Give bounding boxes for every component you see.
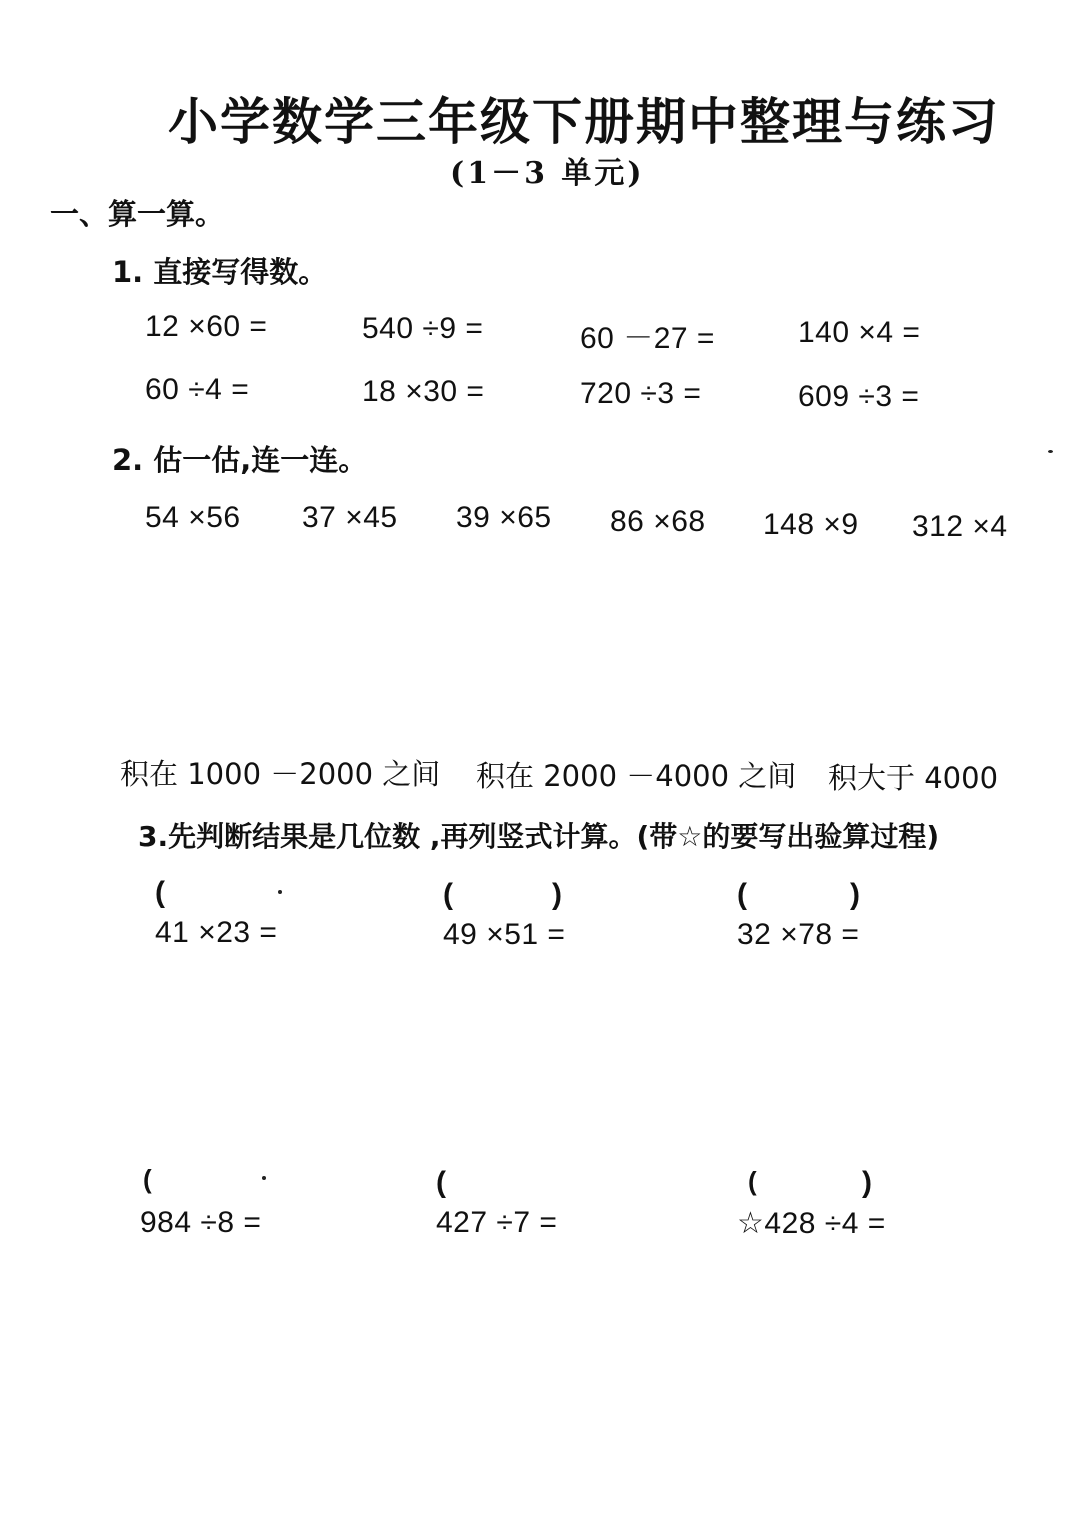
answer-paren-open: ( xyxy=(748,1166,757,1196)
q2-heading: 2. 估一估,连一连。 xyxy=(112,443,368,477)
q3-item: 41 ×23 = xyxy=(155,916,278,949)
scan-dot xyxy=(278,890,282,894)
q1-item: 60 －27 = xyxy=(580,322,715,355)
answer-paren-open: ( xyxy=(436,1166,446,1199)
q1-item: 540 ÷9 = xyxy=(362,312,484,345)
answer-paren-open: ( xyxy=(443,878,453,911)
answer-paren-close: ) xyxy=(850,878,860,911)
scan-dot xyxy=(262,1176,266,1180)
q1-item: 60 ÷4 = xyxy=(145,373,250,406)
page-subtitle: (1－3 单元) xyxy=(450,156,645,191)
section-heading: 一、算一算。 xyxy=(50,197,225,231)
answer-paren-open: ( xyxy=(143,1164,152,1194)
scan-mark xyxy=(1048,450,1053,453)
answer-paren-open: ( xyxy=(737,878,747,911)
answer-paren-open: ( xyxy=(155,876,165,909)
answer-paren-close: ) xyxy=(862,1166,872,1199)
q3-item: ☆428 ÷4 = xyxy=(737,1207,886,1240)
q2-range: 积大于 4000 xyxy=(828,761,999,795)
q1-item: 609 ÷3 = xyxy=(798,380,920,413)
q3-item: 427 ÷7 = xyxy=(436,1206,558,1239)
page-title: 小学数学三年级下册期中整理与练习 xyxy=(168,93,1000,151)
q1-item: 18 ×30 = xyxy=(362,375,485,408)
q2-expression: 39 ×65 xyxy=(456,501,552,534)
q2-expression: 54 ×56 xyxy=(145,501,241,534)
q1-item: 12 ×60 = xyxy=(145,310,268,343)
answer-paren-close: ) xyxy=(552,878,562,911)
q2-expression: 312 ×4 xyxy=(912,510,1008,543)
q3-item: 49 ×51 = xyxy=(443,918,566,951)
q3-heading: 3.先判断结果是几位数 ,再列竖式计算。(带☆的要写出验算过程) xyxy=(138,820,940,853)
q1-item: 720 ÷3 = xyxy=(580,377,702,410)
q2-range: 积在 2000 －4000 之间 xyxy=(476,759,797,793)
q2-expression: 37 ×45 xyxy=(302,501,398,534)
q2-expression: 148 ×9 xyxy=(763,508,859,541)
q1-heading: 1. 直接写得数。 xyxy=(112,255,328,289)
q2-range: 积在 1000 －2000 之间 xyxy=(120,757,441,791)
q2-expression: 86 ×68 xyxy=(610,505,706,538)
q3-item: 984 ÷8 = xyxy=(140,1206,262,1239)
q3-item: 32 ×78 = xyxy=(737,918,860,951)
q1-item: 140 ×4 = xyxy=(798,316,921,349)
